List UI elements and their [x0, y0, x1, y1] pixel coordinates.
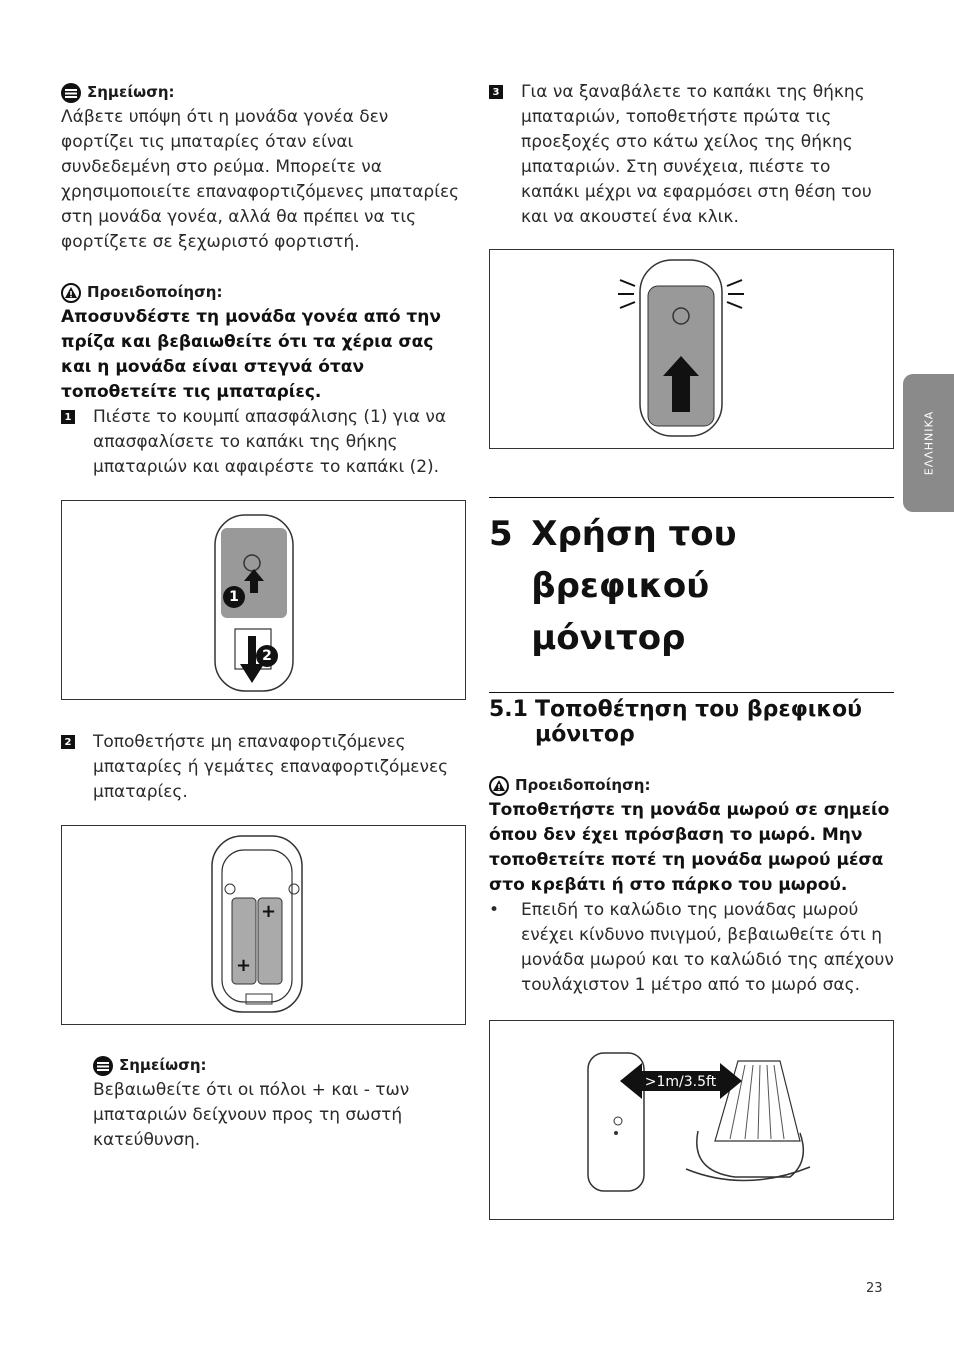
callout-1: 1 [223, 586, 245, 608]
right-column [489, 80, 894, 1220]
note-title: Σημείωση: [119, 1056, 207, 1074]
warning-text: Αποσυνδέστε τη μονάδα γονέα από την πρίζα και βεβαιωθείτε ότι τα χέρια σας και η μονάδα είναι στεγνά όταν τοποθετείτε τις μπαταρίες. [61, 307, 441, 402]
warning-title: Προειδοποίηση: [515, 776, 651, 794]
warning-icon [61, 283, 81, 303]
warning-block [61, 280, 466, 405]
step-3 [489, 80, 894, 230]
distance-illustration [490, 1021, 893, 1219]
chapter-title: Χρήση του βρεφικού [531, 514, 737, 606]
note-text: Βεβαιωθείτε ότι οι πόλοι + και - των μπαταριών δείχνουν προς τη σωστή κατεύθυνση. [93, 1080, 410, 1150]
language-tab [903, 374, 954, 512]
section-number: 5.1 [489, 697, 528, 722]
warning-title: Προειδοποίηση: [87, 283, 223, 301]
note-text: Λάβετε υπόψη ότι η μονάδα γονέα δεν φορτίζει τις μπαταρίες όταν είναι συνδεδεμένη στο ρεύμα. Μπορείτε να χρησιμοποιείτε επαναφορτιζόμενες μπαταρίες στη μονάδα γονέα, αλλά θα πρέπει να τις φορτίζετε σε ξεχωριστό φορτιστή. [61, 107, 460, 252]
bullet-mark: • [489, 900, 500, 920]
chapter-heading [489, 508, 894, 664]
page-number: 23 [866, 1281, 883, 1296]
note-icon [93, 1056, 113, 1076]
callout-2: 2 [256, 645, 278, 667]
step-2 [61, 730, 466, 805]
step-text: Για να ξαναβάλετε το καπάκι της θήκης μπαταριών, τοποθετήστε πρώτα τις προεξοχές στο κάτω χείλος της θήκης μπαταριών. Στη συνέχεια, πιέστε το καπάκι μέχρι να εφαρμόσει στη θέση του και να ακουστεί ένα κλικ. [521, 82, 872, 227]
chapter-number: 5 [489, 514, 513, 554]
language-tab-label: ΕΛΛΗΝΙΚΑ [922, 410, 935, 476]
section-title: μόνιτορ [535, 722, 635, 747]
figure-replace-cover [489, 249, 894, 449]
bullet-item [489, 898, 894, 998]
warning-block [489, 773, 894, 898]
plus-mark: + [261, 901, 277, 922]
distance-label: >1m/3.5ft [644, 1074, 717, 1090]
step-number: 3 [489, 85, 503, 99]
battery-compartment-illustration [62, 826, 465, 1024]
step-text: Τοποθετήστε μη επαναφορτιζόμενες μπαταρίες ή γεμάτες επαναφορτιζόμενες μπαταρίες. [93, 732, 449, 802]
figure-distance [489, 1020, 894, 1220]
section-title: Τοποθέτηση του βρεφικού [535, 697, 862, 722]
step-number: 1 [61, 410, 75, 424]
step-number: 2 [61, 735, 75, 749]
plus-mark: + [236, 955, 252, 976]
note-block [61, 1053, 466, 1153]
section-rule [489, 692, 894, 693]
warning-icon [489, 776, 509, 796]
note-title: Σημείωση: [87, 83, 175, 101]
note-icon [61, 83, 81, 103]
section-heading [489, 697, 894, 747]
note-block [61, 80, 466, 255]
device-back-illustration [62, 501, 465, 699]
step-1 [61, 405, 466, 480]
left-column [61, 80, 466, 1153]
chapter-rule [489, 497, 894, 498]
chapter-title: μόνιτορ [531, 618, 686, 658]
bullet-text: Επειδή το καλώδιο της μονάδας μωρού ενέχει κίνδυνο πνιγμού, βεβαιωθείτε ότι η μονάδα μωρού και το καλώδιό της απέχουν τουλάχιστον 1 μέτρο από το μωρό σας. [521, 900, 894, 995]
figure-batteries [61, 825, 466, 1025]
device-cover-click-illustration [490, 250, 893, 448]
warning-text: Τοποθετήστε τη μονάδα μωρού σε σημείο όπου δεν έχει πρόσβαση το μωρό. Μην τοποθετείτε ποτέ τη μονάδα μωρού μέσα στο κρεβάτι ή στο πάρκο του μωρού. [489, 800, 890, 895]
figure-remove-cover [61, 500, 466, 700]
step-text: Πιέστε το κουμπί απασφάλισης (1) για να απασφαλίσετε το καπάκι της θήκης μπαταριών και αφαιρέστε το καπάκι (2). [93, 407, 447, 477]
